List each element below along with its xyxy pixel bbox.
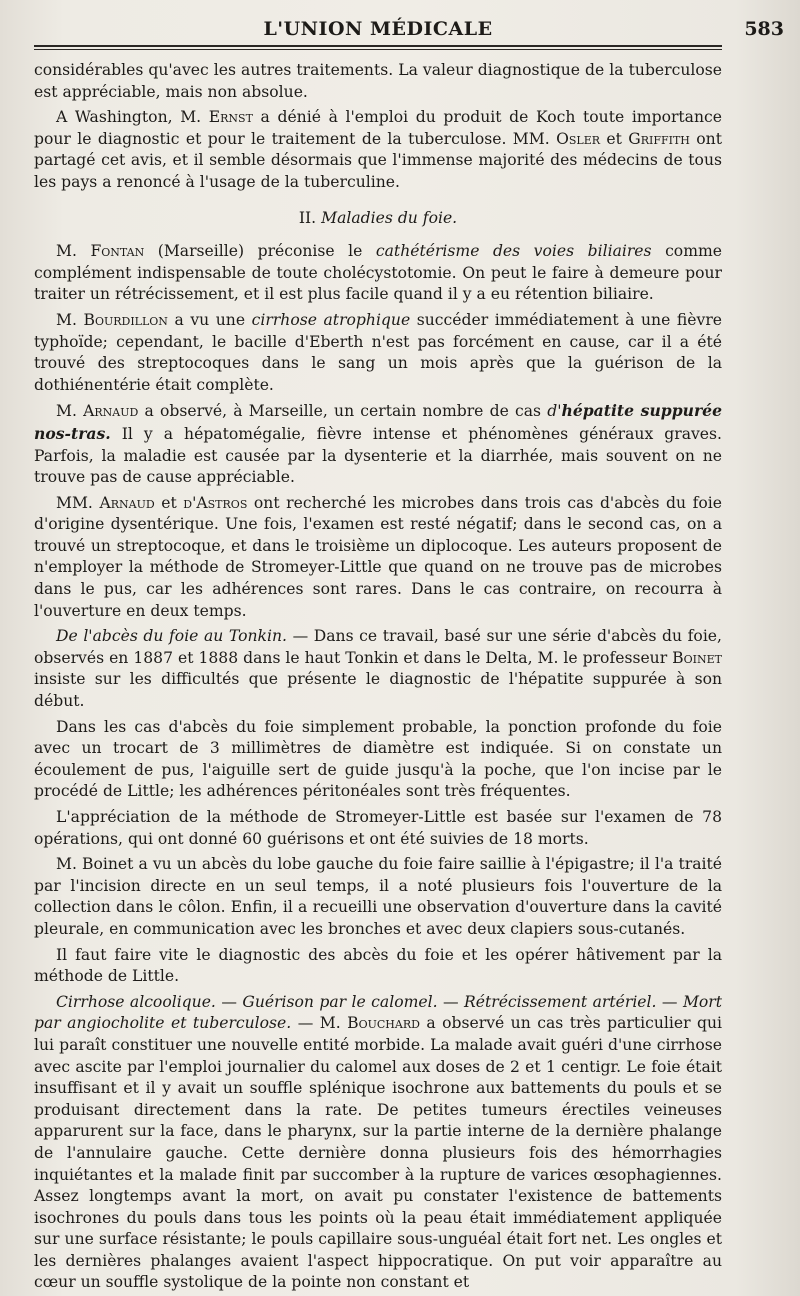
running-header [34,14,784,46]
paragraph: M. Bourdillon a vu une cirrhose atrophique succéder immédiatement à une fièvre typhoïde; cependant, le bacille d'Eberth n'est pas forcément en cause, car il a été trouvé des streptocoques dans le sang un mois après que la guérison de la dothiénentérie était complète. [34,310,723,394]
author-name: Griffith [628,129,690,148]
author-name: Osler [556,129,601,148]
paragraph: Cirrhose alcoolique. — Guérison par le calomel. — Rétrécissement artériel. — Mort par angiocholite et tuberculose. — M. Bouchard a observé un cas très particulier qui lui paraît constituer une nouvelle entité morbide. La malade avait guéri d'une cirrhose avec ascite par l'emploi journalier du calomel aux doses de 2 et 1 centigr. Le foie était insuffisant et il y avait un souffle splénique isochrone aux battements du pouls et se produisant directement dans la rate. De petites tumeurs érectiles veineuses apparurent sur la face, dans le pharynx, sur la partie interne de la dernière phalange de l'annulaire gauche. Cette dernière donna plusieurs fois des hémorrhagies inquiétantes et la malade finit par succomber à la rupture de varices œsophagiennes. Assez longtemps avant la mort, on avait pu constater l'existence de battements isochrones du pouls dans tous les points où la peau était immédiatement appliquée sur une surface résistante; le pouls capillaire sous-unguéal était fort net. Les ongles et les dernières phalanges avaient l'aspect hippocratique. On put voir apparaître au cœur un souffle systolique de la pointe non constant et [34,992,723,1292]
author-name: Boinet [672,648,722,667]
author-name: d'Astros [183,493,248,512]
page-number: 583 [744,18,784,40]
section-heading: II. Maladies du foie. [298,208,458,227]
article-body [34,60,722,1296]
paragraph: Dans les cas d'abcès du foie simplement probable, la ponction profonde du foie avec un trocart de 3 millimètres de diamètre est indiquée. Si on constate un écoulement de pus, l'aiguille sert de guide jusqu'à la poche, que l'on incise par le procédé de Little; les adhérences péritonéales sont très fréquentes. [34,717,722,801]
paragraph: M. Arnaud a observé, à Marseille, un certain nombre de cas d'hépatite suppurée nos-tras. Il y a hépatomégalie, fièvre intense et phénomènes généraux graves. Parfois, la maladie est causée par la dysenterie et la diarrhée, mais souvent on ne trouve pas de cause appréciable. [34,401,723,487]
author-name: Fontan [90,242,145,261]
paragraph: A Washington, M. Ernst a dénié à l'emploi du produit de Koch toute importance pour le diagnostic et pour le traitement de la tuberculose. MM. Osler et Griffith ont partagé cet avis, et il semble désormais que l'immense majorité des médecins de tous les pays a renoncé à l'usage de la tuberculine. [34,108,722,191]
header-rule [34,45,722,47]
paragraph: L'appréciation de la méthode de Stromeyer-Little est basée sur l'examen de 78 opérations, qui ont donné 60 guérisons et ont été suivies de 18 morts. [34,808,722,848]
journal-title: L'UNION MÉDICALE [263,18,493,40]
author-name: Arnaud [99,493,155,512]
author-name: Bouchard [347,1014,420,1033]
header-rule-thin [34,49,722,50]
author-name: Ernst [208,108,253,127]
paragraph: MM. Arnaud et d'Astros ont recherché les microbes dans trois cas d'abcès du foie d'origine dysentérique. Une fois, l'examen est resté négatif; dans le second cas, on a trouvé un streptocoque, et dans le troisième un diplocoque. Les auteurs proposent de n'employer la méthode de Stromeyer-Little que quand on ne trouve pas de microbes dans le pus, car les adhérences sont rares. Dans le cas contraire, on recourra à l'ouverture en deux temps. [34,493,722,620]
paragraph: M. Boinet a vu un abcès du lobe gauche du foie faire saillie à l'épigastre; il l'a traité par l'incision directe en un seul temps, il a noté plusieurs fois l'ouverture de la collection dans le côlon. Enfin, il a recueilli une observation d'ouverture dans la cavité pleurale, en communication avec les bronches et avec deux clapiers sous-cutanés. [34,855,722,938]
author-name: Bourdillon [83,310,168,329]
paragraph: considérables qu'avec les autres traitements. La valeur diagnostique de la tuberculose est appréciable, mais non absolue. [34,61,722,101]
author-name: Arnaud [83,402,139,421]
paragraph: M. Fontan (Marseille) préconise le cathétérisme des voies biliaires comme complément indispensable de toute cholécystotomie. On peut le faire à demeure pour traiter un rétrécissement, et il est plus facile quand il y a eu rétention biliaire. [34,242,722,304]
paragraph: De l'abcès du foie au Tonkin. — Dans ce travail, basé sur une série d'abcès du foie, observés en 1887 et 1888 dans le haut Tonkin et dans le Delta, M. le professeur Boinet insiste sur les difficultés que présente le diagnostic de l'hépatite suppurée à son début. [34,627,722,711]
paragraph: Il faut faire vite le diagnostic des abcès du foie et les opérer hâtivement par la méthode de Little. [34,945,722,986]
